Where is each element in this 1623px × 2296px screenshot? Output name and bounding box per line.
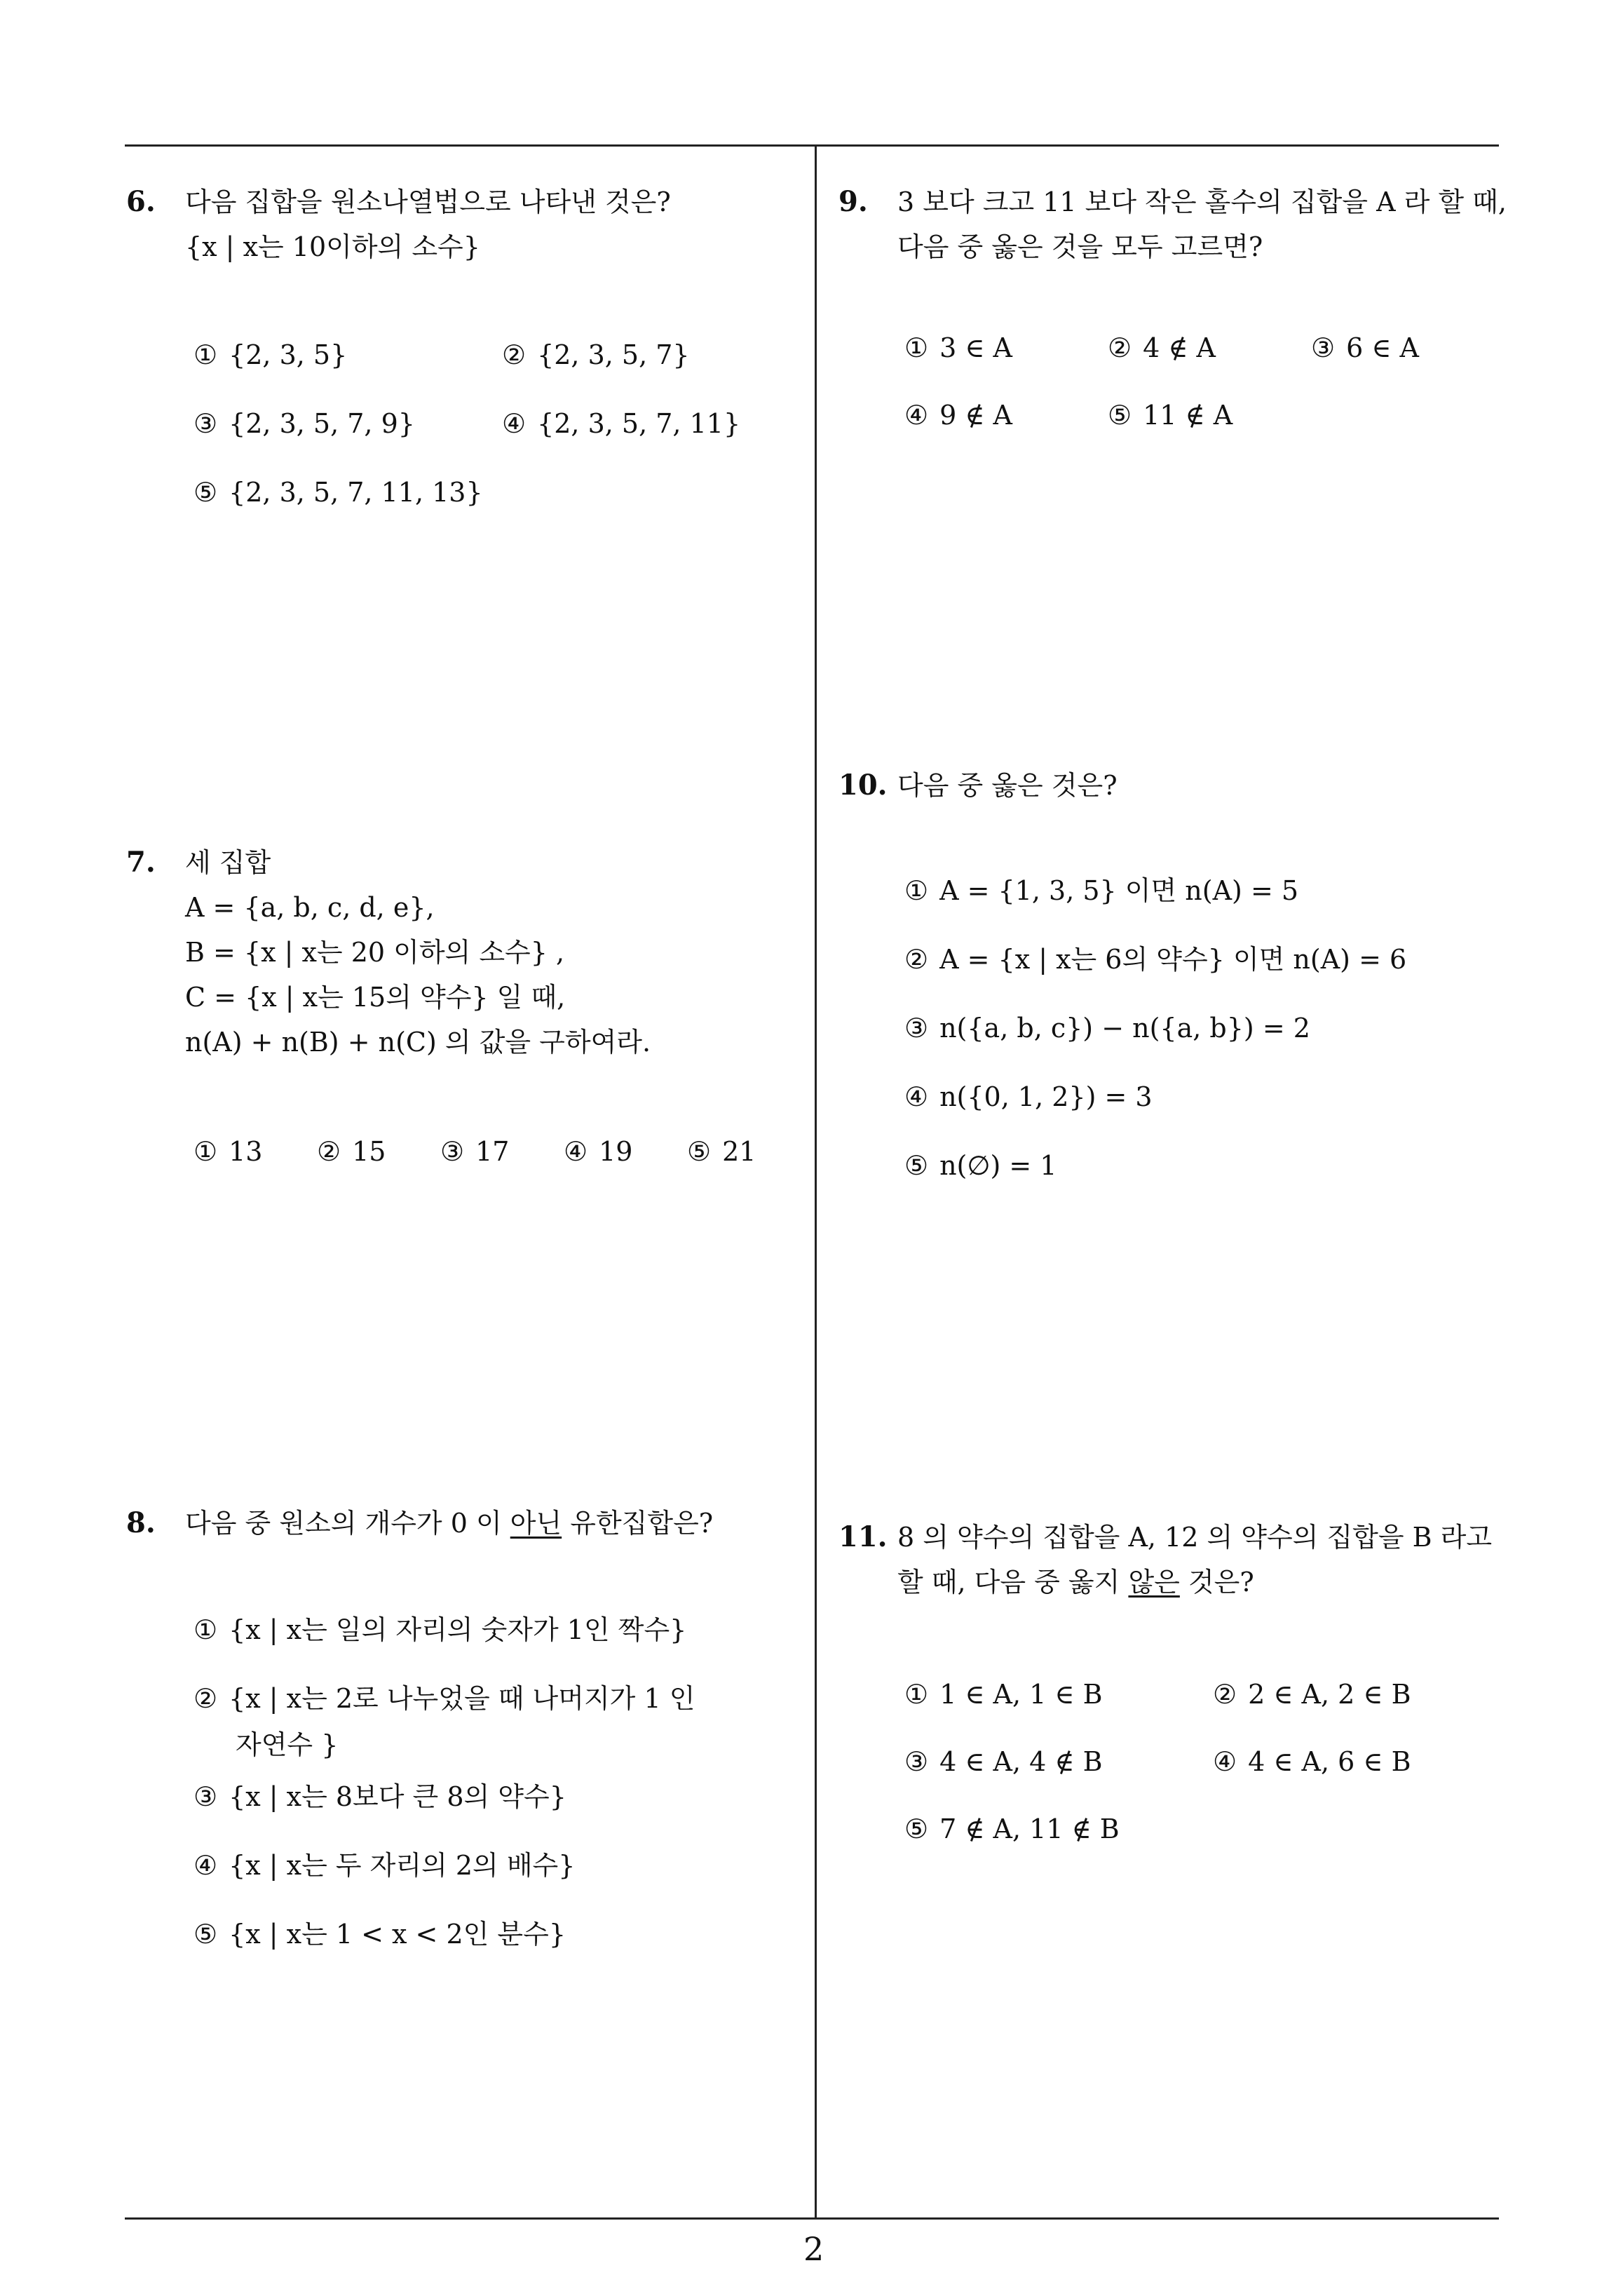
option-3[interactable]: ③ {2, 3, 5, 7, 9} — [193, 408, 415, 439]
option-1[interactable]: ① 13 — [193, 1136, 263, 1167]
option-2-continued: 자연수 } — [236, 1729, 339, 1760]
option-4[interactable]: ④ {2, 3, 5, 7, 11} — [502, 408, 741, 439]
option-5[interactable]: ⑤ {2, 3, 5, 7, 11, 13} — [193, 477, 483, 508]
question-number: 7. — [126, 846, 156, 879]
set-a-definition: A = {a, b, c, d, e}, — [185, 892, 435, 923]
question-number: 6. — [126, 185, 156, 218]
option-1[interactable]: ① A = {1, 3, 5} 이면 n(A) = 5 — [904, 875, 1299, 906]
option-1[interactable]: ① {2, 3, 5} — [193, 339, 348, 370]
option-3[interactable]: ③ {x | x는 8보다 큰 8의 약수} — [193, 1781, 566, 1812]
question-set-definition: {x | x는 10이하의 소수} — [185, 231, 480, 262]
option-5[interactable]: ⑤ 21 — [687, 1136, 756, 1167]
option-5[interactable]: ⑤ {x | x는 1 < x < 2인 분수} — [193, 1919, 566, 1950]
underlined-word: 않은 — [1128, 1567, 1180, 1598]
option-2[interactable]: ② 2 ∈ A, 2 ∈ B — [1213, 1679, 1411, 1710]
option-1[interactable]: ① {x | x는 일의 자리의 숫자가 1인 짝수} — [193, 1614, 687, 1645]
option-1[interactable]: ① 3 ∈ A — [904, 332, 1012, 363]
question-text: 다음 중 옳은 것은? — [897, 770, 1118, 801]
question-number: 10. — [838, 769, 888, 802]
bottom-rule — [125, 2217, 1499, 2220]
top-rule — [125, 144, 1499, 147]
question-7 — [126, 840, 799, 1191]
question-text: 다음 집합을 원소나열법으로 나타낸 것은? — [185, 187, 671, 217]
option-3[interactable]: ③ 17 — [440, 1136, 510, 1167]
page-number: 2 — [803, 2230, 824, 2268]
option-5[interactable]: ⑤ n(∅) = 1 — [904, 1150, 1057, 1181]
question-10 — [838, 763, 1512, 1184]
question-6 — [126, 180, 799, 516]
option-5[interactable]: ⑤ 7 ∉ A, 11 ∉ B — [904, 1814, 1120, 1844]
set-c-definition: C = {x | x는 15의 약수} 일 때, — [185, 982, 566, 1013]
underlined-word: 아닌 — [510, 1508, 562, 1539]
question-prompt: 할 때, 다음 중 옳지 않은 것은? — [897, 1567, 1254, 1598]
option-4[interactable]: ④ 4 ∈ A, 6 ∈ B — [1213, 1746, 1411, 1777]
option-5[interactable]: ⑤ 11 ∉ A — [1108, 400, 1233, 431]
option-4[interactable]: ④ 9 ∉ A — [904, 400, 1012, 431]
option-2[interactable]: ② {x | x는 2로 나누었을 때 나머지가 1 인 — [193, 1683, 695, 1714]
question-text: 다음 중 원소의 개수가 0 이 아닌 유한집합은? — [185, 1508, 714, 1539]
option-3[interactable]: ③ 4 ∈ A, 4 ∉ B — [904, 1746, 1103, 1777]
option-1[interactable]: ① 1 ∈ A, 1 ∈ B — [904, 1679, 1103, 1710]
question-prompt: n(A) + n(B) + n(C) 의 값을 구하여라. — [185, 1027, 651, 1058]
question-text: 8 의 약수의 집합을 A, 12 의 약수의 집합을 B 라고 — [897, 1522, 1493, 1553]
option-2[interactable]: ② 4 ∉ A — [1108, 332, 1216, 363]
option-3[interactable]: ③ n({a, b, c}) − n({a, b}) = 2 — [904, 1013, 1310, 1044]
set-b-definition: B = {x | x는 20 이하의 소수} , — [185, 937, 565, 968]
question-11 — [838, 1515, 1512, 1865]
option-2[interactable]: ② 15 — [317, 1136, 386, 1167]
column-divider — [815, 144, 817, 2219]
question-number: 8. — [126, 1506, 156, 1539]
question-number: 11. — [838, 1520, 888, 1553]
question-text: 3 보다 크고 11 보다 작은 홀수의 집합을 A 라 할 때, — [897, 187, 1507, 217]
option-4[interactable]: ④ 19 — [564, 1136, 633, 1167]
question-8 — [126, 1501, 799, 1992]
question-9 — [838, 180, 1512, 446]
question-text: 세 집합 — [185, 847, 271, 878]
option-3[interactable]: ③ 6 ∈ A — [1311, 332, 1419, 363]
question-prompt: 다음 중 옳은 것을 모두 고르면? — [897, 231, 1263, 262]
option-2[interactable]: ② {2, 3, 5, 7} — [502, 339, 690, 370]
question-number: 9. — [838, 185, 868, 218]
option-4[interactable]: ④ n({0, 1, 2}) = 3 — [904, 1081, 1153, 1112]
option-4[interactable]: ④ {x | x는 두 자리의 2의 배수} — [193, 1850, 576, 1881]
option-2[interactable]: ② A = {x | x는 6의 약수} 이면 n(A) = 6 — [904, 944, 1407, 975]
